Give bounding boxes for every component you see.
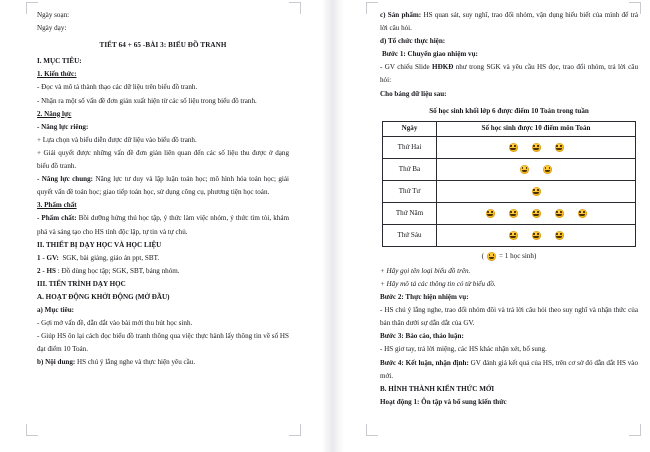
page-left-content [37,9,289,370]
face-group [437,159,635,180]
lesson-title: TIẾT 64 + 65 -BÀI 3: BIỂU ĐỒ TRANH [99,41,227,50]
legend-open-paren: ( [481,251,485,260]
crop-mark-bottom-left [26,424,38,436]
smiley-face-icon [520,165,529,174]
smiley-face-icon [509,209,518,218]
smiley-face-icon [532,231,541,240]
label-cho-bang-du-lieu: Cho bảng dữ liệu sau: [380,89,447,98]
heading-muc-tieu: I. MỤC TIÊU: [37,57,82,66]
label-san-pham: c) Sản phẩm: [380,11,422,19]
pictograph-title: Số học sinh khối lớp 6 được điểm 10 Toán trong tuần [429,106,589,115]
crop-mark-bottom-left-right-page [366,424,378,436]
heading-buoc-1: Bước 1: Chuyển giao nhiệm vụ: [382,50,478,59]
page-right [332,0,650,452]
smiley-face-icon [578,209,587,218]
row-label-day: Thứ Ba [383,158,437,180]
step1-text-before: - GV chiếu Slide [380,63,433,72]
heading-kien-thuc: 1. Kiến thức: [37,70,77,79]
label-nang-luc-rieng: - Năng lực riêng: [37,122,89,131]
product-line [380,9,638,35]
table-row [383,224,636,246]
step3-text: - HS giơ tay, trả lời miệng, các HS khác nhận xét, bổ sung. [380,345,547,354]
crop-mark-bottom-right [289,424,301,436]
col-header-ngay: Ngày [383,121,437,136]
heading-buoc-3: Bước 3: Báo cáo, thảo luận: [380,332,464,341]
heading-buoc-2: Bước 2: Thực hiện nhiệm vụ: [380,293,469,302]
page-right-content [380,9,638,409]
heading-hoat-dong-khoi-dong: A. HOẠT ĐỘNG KHỞI ĐỘNG (MỞ ĐẦU) [37,292,170,301]
aim-item-2: - Giúp HS ôn lại cách đọc biểu đồ tranh thông qua việc thực hành lấy thông tin về số HS đạt điểm 10 Toán. [37,332,289,354]
step1-text [380,61,638,87]
line-ngay-soan: Ngày soạn: [37,11,70,19]
label-pham-chat: - Phẩm chất: [37,214,77,223]
table-row [383,202,636,224]
line-ngay-day: Ngày dạy: [37,24,67,33]
table-row [383,158,636,180]
text-pham-chat: Bồi dưỡng hứng thú học tập, ý thức làm việc nhóm, ý thức tìm tòi, khám phá và sáng tạo cho HS tính độc lập, tự tin và tự chủ. [37,214,289,236]
competence-general [37,173,289,199]
smiley-face-icon [532,143,541,152]
text-gv: SGK, bài giảng, giáo án ppt, SBT. [62,253,160,262]
crop-mark-top-right [289,2,301,14]
heading-tien-trinh: III. TIẾN TRÌNH DẠY HỌC [37,279,126,288]
heading-buoc-4: Bước 4: Kết luận, nhận định: [380,358,469,367]
smiley-face-icon [555,143,564,152]
face-group [437,137,635,158]
table-header-row [383,121,636,136]
content-line [37,356,289,369]
smiley-face-icon [532,187,541,196]
heading-pham-chat: 3. Phẩm chất [37,201,77,210]
face-group [437,203,635,224]
table-row [383,136,636,158]
knowledge-item-1: - Đọc và mô tả thành thạo các dữ liệu trên biểu đồ tranh. [37,83,198,92]
step1-abbrev-hdkd: HĐKĐ [432,63,454,72]
quality-line [37,212,289,238]
row-label-day: Thứ Tư [383,180,437,202]
text-noi-dung: HS chú ý lắng nghe và thực hiện yêu cầu. [77,358,196,367]
smiley-face-icon [555,209,564,218]
heading-thiet-bi: II. THIẾT BỊ DẠY HỌC VÀ HỌC LIỆU [37,240,162,249]
step4-text: GV đánh giá kết quả của HS, trên cơ sở đó dẫn dắt HS vào mới. [380,358,639,380]
row-label-day: Thứ Sáu [383,224,437,246]
smiley-face-icon [509,143,518,152]
smiley-face-icon [509,231,518,240]
equipment-teacher [37,252,289,265]
crop-mark-bottom-right-right-page [629,424,641,436]
pictograph-table [382,121,636,247]
question-1: + Hãy gọi tên loại biểu đồ trên. [380,266,471,275]
knowledge-item-2: - Nhận ra một số vấn đề đơn giản xuất hiện từ các số liệu trong biểu đồ tranh. [37,96,257,105]
text-hs: : Đồ dùng học tập; SGK, SBT, bảng nhóm. [57,266,180,275]
question-2: + Hãy mô tả các thông tin có từ biểu đồ. [380,279,496,288]
row-label-day: Thứ Hai [383,136,437,158]
step4-line [380,357,638,383]
row-faces [437,136,636,158]
pictograph-legend [380,250,638,263]
text-san-pham: HS quan sát, suy nghĩ, trao đổi nhóm, vận dụng hiểu biết của mình để trả lời câu hỏi. [380,11,638,33]
label-nang-luc-chung: - Năng lực chung: [37,175,94,184]
row-label-day: Thứ Năm [383,202,437,224]
label-gv: 1 - GV: [37,253,59,262]
smiley-face-icon [532,209,541,218]
face-group [437,181,635,202]
heading-hinh-thanh-kien-thuc: B. HÌNH THÀNH KIẾN THỨC MỚI [380,384,495,393]
crop-mark-top-left-right-page [366,2,378,14]
row-faces [437,224,636,246]
equipment-student [37,265,289,278]
step2-text: - HS chú ý lắng nghe, trao đổi nhóm đôi và trả lời câu hỏi theo suy nghĩ và nhận thức của bản thân dưới sự dẫn dắt của GV. [380,306,638,328]
col-header-so-hoc-sinh: Số học sinh được 10 điểm môn Toán [437,121,636,136]
heading-nang-luc: 2. Năng lực [37,109,72,118]
row-faces [437,158,636,180]
label-muc-tieu: a) Mục tiêu: [37,306,75,315]
table-row [383,180,636,202]
label-to-chuc: d) Tổ chức thực hiện: [380,37,446,46]
smiley-face-icon [555,231,564,240]
smiley-face-icon [543,165,552,174]
step1-text-after: như trong SGK và yêu cầu HS đọc, trao đổi nhóm, trả lời câu hỏi: [380,63,638,85]
aim-item-1: - Gợi mở vấn đề, dẫn dắt vào bài mới thu hút học sinh. [37,319,193,328]
row-faces [437,202,636,224]
text-nang-luc-chung: Năng lực tư duy và lập luận toán học; mô hình hóa toán học; giải quyết vấn đề toán học; giao tiếp toán học, sử dụng công cụ, phương tiện học toán. [37,175,289,197]
row-faces [437,180,636,202]
heading-hoat-dong-1: Hoạt động 1: Ôn tập và bổ sung kiến thức [380,397,507,406]
competence-specific-item-2: + Giải quyết được những vấn đề đơn giản liên quan đến các số liệu thu được ở dạng biểu đồ tranh. [37,148,289,171]
face-group [437,225,635,246]
smiley-face-icon [487,252,496,261]
pictograph-body [383,136,636,246]
legend-text: = 1 học sinh) [499,251,537,260]
label-noi-dung: b) Nội dung: [37,358,76,367]
competence-specific-item-1: + Lựa chọn và biểu diễn được dữ liệu vào biểu đồ tranh. [37,135,197,144]
smiley-face-icon [486,209,495,218]
label-hs: 2 - HS [37,266,56,275]
